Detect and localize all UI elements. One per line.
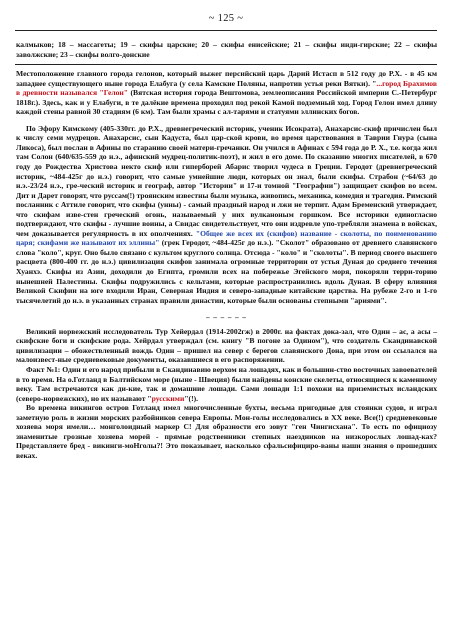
page-number: ~ 125 ~: [208, 13, 244, 24]
highlight-russian: русскими: [151, 393, 185, 403]
page-body: [16, 40, 437, 460]
highlight-gelon: ...город Брахимов в древности назывался "Гелон": [16, 78, 437, 98]
section-separator: _ _ _ _ _ _: [206, 311, 247, 320]
highlight-herodotus-quote: "Общее же всех их (скифов) название - сколоты, по поименованию царя; скифами же называют их эллины": [16, 228, 437, 248]
paragraph-gotland: Во времена викингов остров Готланд имел многочисленные бухты, весьма пригодные для стоянки судов, и играл заметную роль в жизни морских разбойников севера Европы. Мон-голы исследовались в ХХ веке. Все(!) средневековые хозяева моря имели… монголоидный маркер С! Для образности его зовут "ген Чингисхана". То есть по официозу знаменитые грозные хозяева морей - прямые родственники степных наездников на низкорослых лошад-ках? Представляете бред - викинги-моНголы?! Это показывает, насколько сфальсифициро-ваны наши знания о прошедших веках.: [16, 403, 437, 460]
paragraph-gelon: Местоположение главного города гелонов, который выжег персийский царь Дарий Истасп в 512 году до Р.Х. - в 45 км западнее существующего ныне города Елабуга (у села Камские Поляны, напротив устья реки Вятки). "...город Брахимов в древности назывался "Гелон" (Вятская история города Вештомова, землеописания Российской империи С.-Петербург 1818г.). Здесь, как и у Елабуги, в те далёкие времена проходил под рекой Камой подземный ход. Город Гелон имел длину каждой стены равной 30 стадиям (6 км). Там были храмы с ал-тарями и статуями эллинских богов.: [16, 69, 437, 117]
paragraph-efor: По Эфору Кимскому (405-330гг. до Р.Х., древнегреческий историк, ученик Исократа), Анахарсис-скиф причислен был к числу семи мудрецов. Анахарсис, сын Кадуста, был цар-ской крови, во время царствования в Таврии Гнура (сына Ликоса), был послан в Афины по старанию своей матери-гречанки. Он учился в Афинах с 594 года до Р. Х., т.е. когда жил там Солон (640/635-559 до н.э., афинский мудрец-политик-поэт), и жил в его доме. По сказанию многих писателей, в 670 году до Рождества Христова некто скиф или гиперборей Абарис творил чудеса в Греции. Геродот (древнегреческий историк, ~484-425г до н.э.) говорит, что самые умнейшие люди, которых он знал, были скифы. Страбон (~64/63 до н.э.-23/24 н.э., гре-ческий историк и географ, автор "Истории" и 17-и томной "Географии") защищает скифов во всем. Дит и Дарет говорят, что руссам(!) троянским известны были музыка, живопись, механика, комедия и трагедия. Римский посланник с Аттиле говорит, что скифы (унны) - самый праздный народ и лжи не терпит. Адам Бременский утверждает, что скифам изве-стен греческий огонь, называемый у них вулканоным горшком. Все историки единогласно подтверждают, что скифы - лучшие воины, а Свидас свидетельствует, что они издревле упо-требляли знамена в войсках, чем доказывается регулярность в их ополчениях. "Общее же всех их (скифов) название - сколоты, по поименованию царя; скифами же называют их эллины" (грек Геродот, ~484-425г до н.э.). "Сколот" образовано от древнего славянского слова "коло", круг. Оно было связано с культом круглого солнца. Отсюда - "коло" и "сколоты". В период своего высшего расцвета (800-400 гг. до н.э.) цивилизация скифов занимала огромные территории от устья Дуная до среднего течения Хуанхэ. Скифы из Азии, доходили до Египта, громили всех на побережье Эгейского моря, покоряли терри-торию нынешней Палестины. Скифы подружились с кельтами, которые распространились вдоль Дуная. В сферу влияния Великой Скифии на юге входили Иран, Северная Индия и северо-западные китайские царства. На рубеже 2-го и 1-го тысячелетий до н.э. в указанных странах правили династии, которые были основаны степными "ариями".: [16, 123, 437, 305]
intro-paragraph: калмыков; 18 – массагеты; 19 – скифы царские; 20 – скифы енисейские; 21 – скифы инди-гирские; 22 – скифы заволжские; 23 – скифы волго-донские: [16, 40, 437, 59]
header-rule: [15, 30, 437, 31]
paragraph-heyerdahl: Великий норвежский исследователь Тур Хейердал (1914-2002гж) в 2000г. на фактах дока-зал, что Один – ас, а асы – скифские боги и скифские рода. Хейрдал утверждал (см. книгу "В погоне за Одином"), что создатель Скандинавской цивилизации – обожествленный вождь Один – пришел на север с берегов славянского Дона, при этом он ссылался на малоизвест-ные средневековые документы, оказавшиеся в его распоряжении.: [16, 326, 437, 365]
paragraph-fact-1: Факт №1: Один и его народ прибыли в Скандинавию верхом на лошадях, как и большин-ство восточных завоевателей в то время. На о.Готланд в Балтийском море (ныне - Швеция) были найдены конские скелеты, относящиеся к каменному веку. Там встречаются как ди-кие, так и домашние лошади. Сами лошади 1:1 похожи на приземистых исландских (северо-норвежских), но их называют "русскими"(!).: [16, 364, 437, 403]
section-rule: [15, 64, 437, 65]
